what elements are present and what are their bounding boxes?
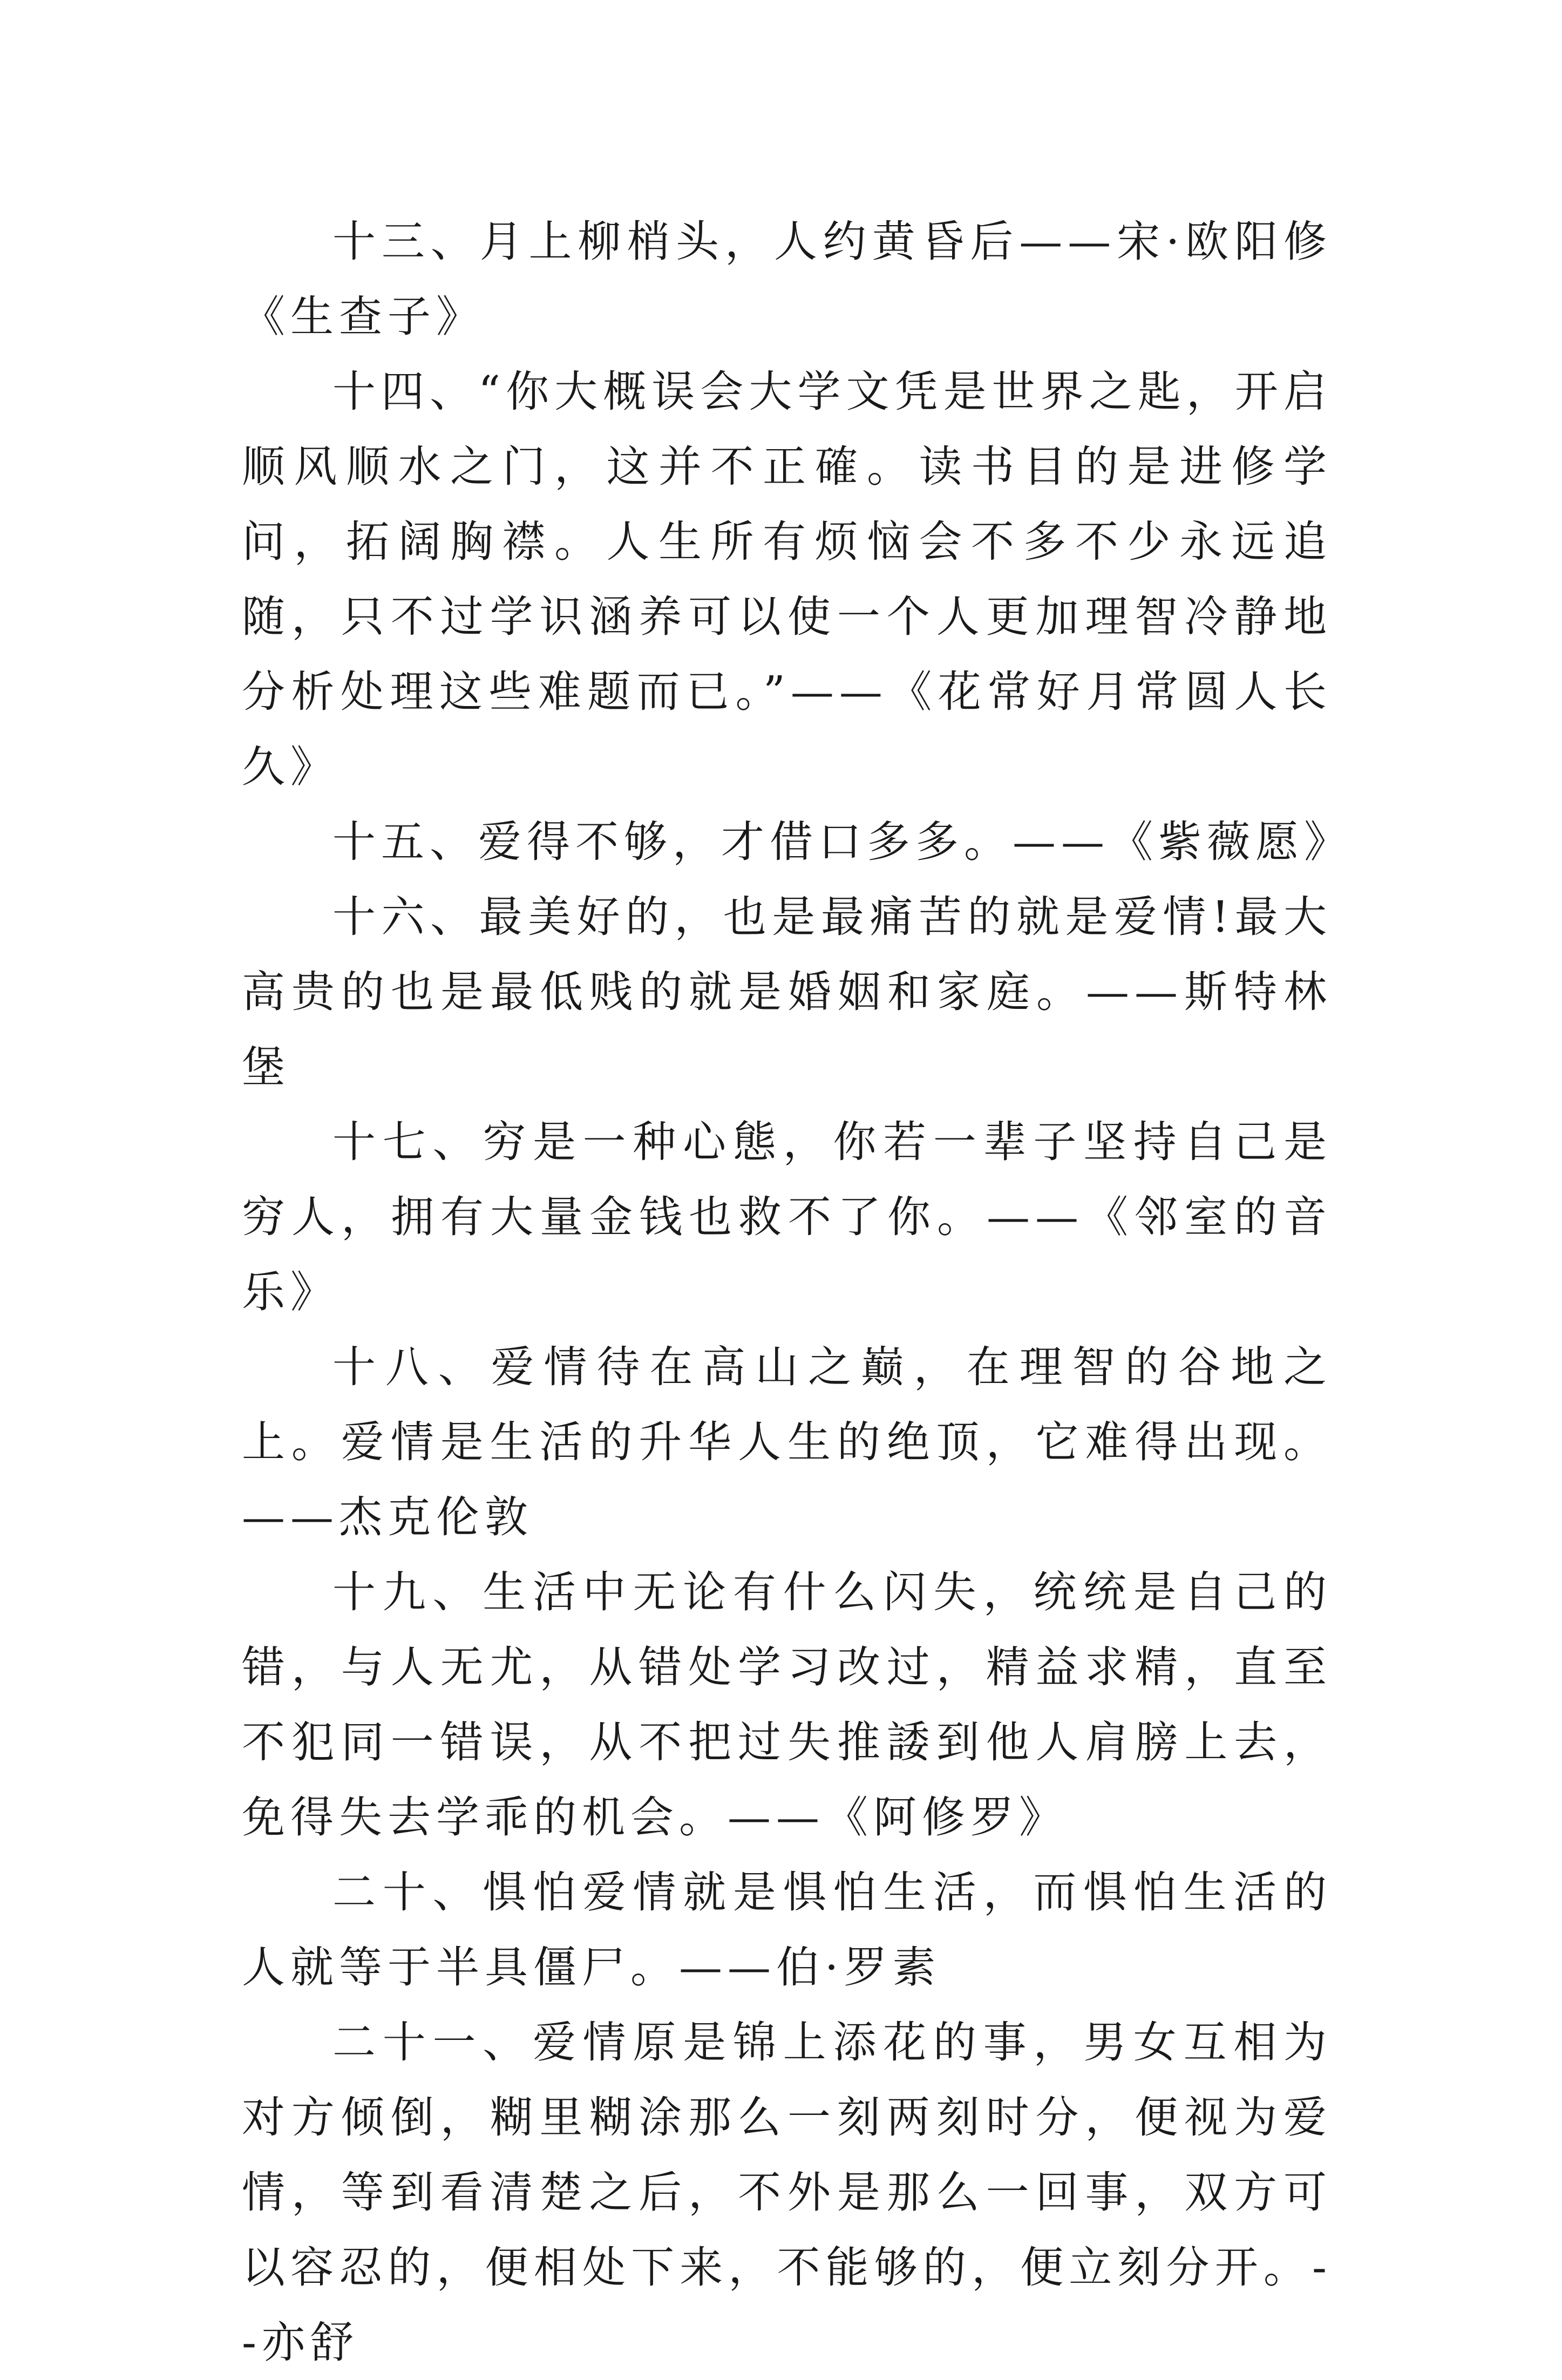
paragraph-14: 十四、“你大概误会大学文凭是世界之匙，开启顺风顺水之门，这并不正確。读书目的是进修学问，拓阔胸襟。人生所有烦恼会不多不少永远追随，只不过学识涵养可以使一个人更加理智冷静地分析处理这些难题而已。”——《花常好月常圆人长久》: [242, 367, 1332, 792]
paragraph-20: 二十、惧怕爱情就是惧怕生活，而惧怕生活的人就等于半具僵尸。——伯·罗素: [242, 1867, 1332, 1992]
paragraph-15: 十五、爱得不够，才借口多多。——《紫薇愿》: [332, 817, 1353, 867]
paragraph-18: 十八、爱情待在高山之巅，在理智的谷地之上。爱情是生活的升华人生的绝顶，它难得出现。——杰克伦敦: [242, 1342, 1332, 1542]
paragraph-17: 十七、穷是一种心態，你若一辈子坚持自己是穷人，拥有大量金钱也救不了你。——《邻室的音乐》: [242, 1117, 1332, 1317]
paragraph-13: 十三、月上柳梢头，人约黄昏后——宋·欧阳修《生查子》: [242, 216, 1332, 342]
document-body: [242, 204, 1353, 2380]
paragraph-16: 十六、最美好的，也是最痛苦的就是爱情!最大高贵的也是最低贱的就是婚姻和家庭。——斯特林堡: [242, 892, 1332, 1092]
paragraph-21: 二十一、爱情原是锦上添花的事，男女互相为对方倾倒，糊里糊涂那么一刻两刻时分，便视为爱情，等到看清楚之后，不外是那么一回事，双方可以容忍的，便相处下来，不能够的，便立刻分开。--亦舒: [242, 2017, 1332, 2368]
paragraph-19: 十九、生活中无论有什么闪失，统统是自己的错，与人无尤，从错处学习改过，精益求精，直至不犯同一错误，从不把过失推諉到他人肩膀上去，免得失去学乖的机会。——《阿修罗》: [242, 1567, 1332, 1842]
